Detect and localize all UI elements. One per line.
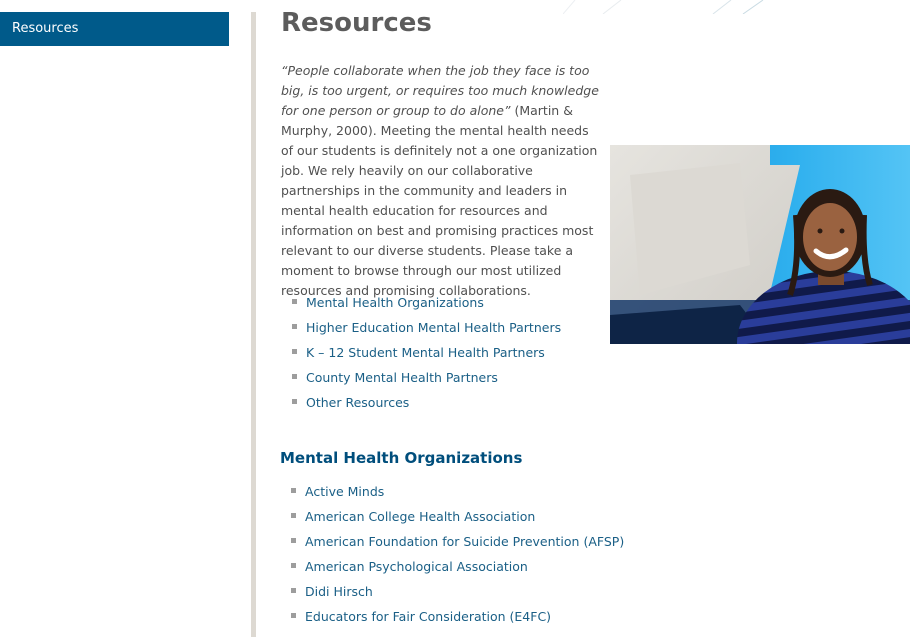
page-title: Resources — [281, 8, 432, 38]
org-link-e4fc[interactable]: Educators for Fair Consideration (E4FC) — [305, 609, 552, 624]
square-bullet-icon — [292, 399, 297, 404]
list-item — [280, 606, 624, 631]
square-bullet-icon — [291, 588, 296, 593]
sidebar-nav — [0, 12, 229, 46]
list-item — [281, 367, 561, 392]
org-link-acha[interactable]: American College Health Association — [305, 509, 536, 524]
list-item — [281, 292, 561, 317]
org-link-afsp[interactable]: American Foundation for Suicide Prevention (AFSP) — [305, 534, 625, 549]
square-bullet-icon — [292, 299, 297, 304]
resource-toc-list — [281, 292, 561, 417]
org-link-apa[interactable]: American Psychological Association — [305, 559, 528, 574]
toc-link-higher-education-partners[interactable]: Higher Education Mental Health Partners — [306, 320, 562, 335]
toc-link-k12-partners[interactable]: K – 12 Student Mental Health Partners — [306, 345, 545, 360]
list-item — [281, 392, 561, 417]
student-photo — [610, 145, 910, 344]
list-item — [280, 531, 624, 556]
list-item — [280, 481, 624, 506]
column-divider — [251, 12, 256, 637]
square-bullet-icon — [292, 324, 297, 329]
toc-link-county-partners[interactable]: County Mental Health Partners — [306, 370, 498, 385]
square-bullet-icon — [292, 349, 297, 354]
intro-quote: “People collaborate when the job they face is too big, is too urgent, or requires too much knowledge for one person or group to do alone” — [281, 63, 599, 118]
list-item — [280, 581, 624, 606]
organization-list — [280, 481, 624, 631]
intro-paragraph — [281, 61, 599, 301]
section-heading-mental-health-organizations: Mental Health Organizations — [280, 449, 523, 467]
square-bullet-icon — [291, 538, 296, 543]
square-bullet-icon — [292, 374, 297, 379]
org-link-didi-hirsch[interactable]: Didi Hirsch — [305, 584, 373, 599]
sidebar-item-resources[interactable]: Resources — [0, 12, 229, 46]
square-bullet-icon — [291, 613, 296, 618]
list-item — [281, 317, 561, 342]
main-content — [281, 0, 921, 637]
org-link-active-minds[interactable]: Active Minds — [305, 484, 385, 499]
toc-link-mental-health-organizations[interactable]: Mental Health Organizations — [306, 295, 484, 310]
square-bullet-icon — [291, 563, 296, 568]
list-item — [281, 342, 561, 367]
intro-body: (Martin & Murphy, 2000). Meeting the mental health needs of our students is definitely not a one organization job. We rely heavily on our collaborative partnerships in the community and leaders in mental health education for resources and information on best and promising practices most relevant to our diverse students. Please take a moment to browse through our most utilized resources and promising collaborations. — [281, 103, 598, 298]
toc-link-other-resources[interactable]: Other Resources — [306, 395, 410, 410]
square-bullet-icon — [291, 488, 296, 493]
list-item — [280, 506, 624, 531]
square-bullet-icon — [291, 513, 296, 518]
list-item — [280, 556, 624, 581]
